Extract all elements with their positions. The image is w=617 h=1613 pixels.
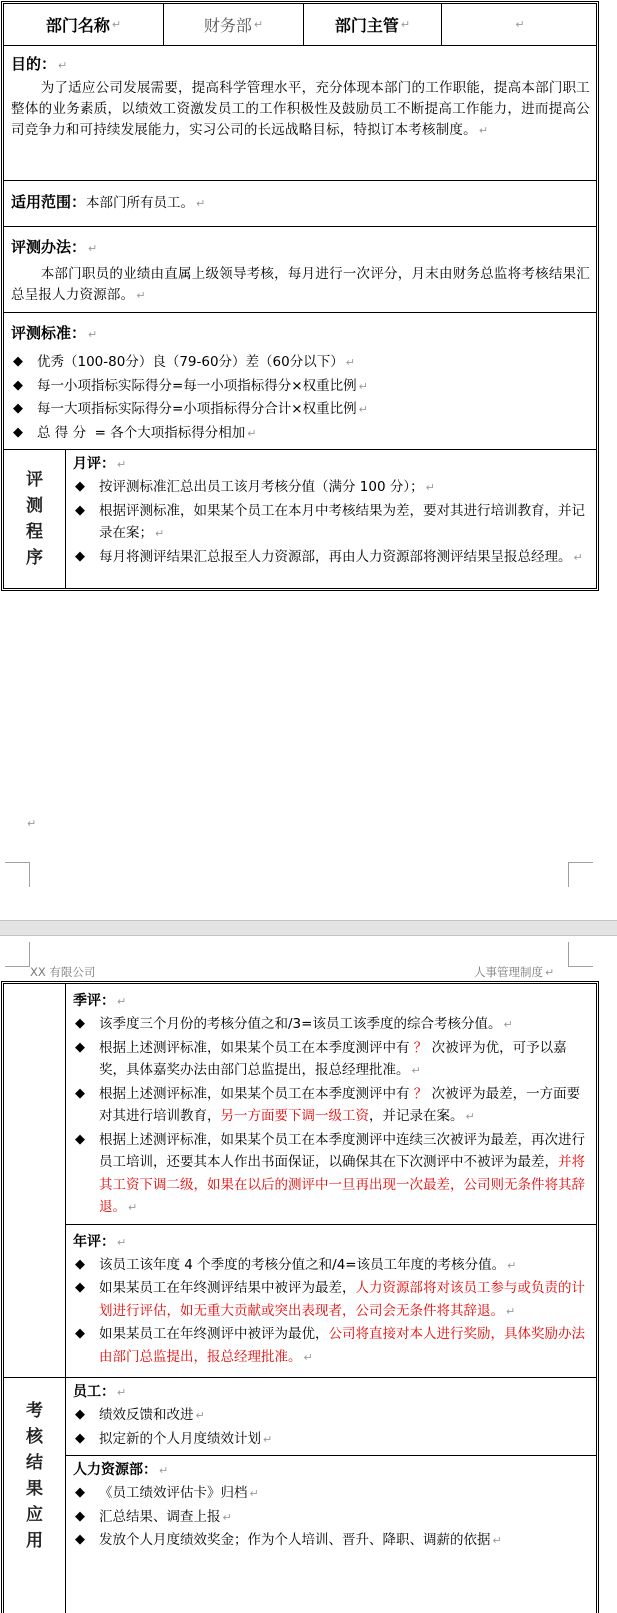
list-item: ◆ 汇总结果、调查上报 ↵	[73, 1506, 590, 1530]
paragraph-mark-icon: ↵	[478, 124, 489, 137]
list-item: ◆ 如果某员工在年终测评中被评为最优，公司将直接对本人进行奖励，具体奖励办法由部门总监提出，报总经理批准。 ↵	[73, 1323, 590, 1369]
diamond-bullet-icon: ◆	[75, 1280, 85, 1295]
diamond-bullet-icon: ◆	[75, 1485, 85, 1500]
list-item: ◆ 发放个人月度绩效奖金；作为个人培训、晋升、降职、调薪的依据 ↵	[73, 1529, 590, 1553]
employee-application-list	[73, 1404, 590, 1451]
list-item: ◆ 根据评测标准，如果某个员工在本月中考核结果为差，要对其进行培训教育，并记录在案； ↵	[73, 500, 590, 546]
list-item: ◆ 按评测标准汇总出员工该月考核分值（满分 100 分）； ↵	[73, 476, 590, 500]
standard-section[interactable]	[4, 312, 596, 449]
page-corner-mark-icon	[568, 862, 593, 887]
method-text: 本部门职员的业绩由直属上级领导考核，每月进行一次评分，月末由财务总监将考核结果汇总呈报人力资源部。 ↵	[11, 266, 590, 303]
diamond-bullet-icon: ◆	[75, 1326, 85, 1341]
purpose-section[interactable]	[4, 45, 596, 180]
diamond-bullet-icon: ◆	[13, 401, 23, 416]
quarterly-review-section[interactable]	[66, 984, 596, 1224]
diamond-bullet-icon: ◆	[75, 1016, 85, 1031]
purpose-text: 为了适应公司发展需要，提高科学管理水平，充分体现本部门的工作职能，提高本部门职工整体的业务素质，以绩效工资激发员工的工作积极性及鼓励员工不断提高工作能力，进而提高公司竞争力和可持续发展能力，实习公司的长远战略目标，特拟订本考核制度。 ↵	[11, 80, 590, 138]
page-corner-mark-icon	[5, 862, 30, 887]
list-item: ◆ 根据上述测评标准，如果某个员工在本季度测评中连续三次被评为最差，再次进行员工培训，还要其本人作出书面保证，以确保其在下次测评中不被评为最差，并将其工资下调二级，如果在以后的测评中一旦再出现一次最差，公司则无条件将其辞退。 ↵	[73, 1129, 590, 1220]
dept-name-value: 财务部	[203, 16, 252, 35]
page-corner-mark-icon	[568, 942, 593, 967]
annual-review-list	[73, 1254, 590, 1374]
diamond-bullet-icon: ◆	[75, 1256, 85, 1272]
list-item: ◆ 拟定新的个人月度绩效计划 ↵	[73, 1428, 590, 1452]
standard-list	[11, 351, 590, 445]
paragraph-mark-icon: ↵	[400, 18, 411, 31]
list-item: ◆ 根据上述测评标准，如果某个员工在本季度测评中有 ？ 次被评为最差，一方面要对其进行培训教育，另一方面要下调一级工资，并记录在案。 ↵	[73, 1083, 590, 1129]
list-item: ◆ 绩效反馈和改进 ↵	[73, 1404, 590, 1428]
unknown-count-marker: ？	[413, 1039, 428, 1056]
monthly-review-title: 月评： ↵	[73, 456, 127, 472]
list-item: ◆ 总 得 分 = 各个大项指标得分相加 ↵	[11, 422, 590, 446]
hr-application-list	[73, 1482, 590, 1553]
paragraph-mark-icon: ↵	[136, 289, 146, 302]
procedure-side-continuation	[4, 984, 66, 1377]
paragraph-mark-icon: ↵	[58, 59, 68, 72]
diamond-bullet-icon: ◆	[75, 502, 85, 518]
employee-application-section[interactable]	[66, 1378, 596, 1455]
unknown-count-marker: ？	[413, 1085, 428, 1102]
paragraph-mark-icon: ↵	[111, 18, 122, 31]
scope-title: 适用范围：本部门所有员工。 ↵	[11, 193, 206, 211]
procedure-side-label: 评 测 程 序	[4, 450, 66, 588]
paragraph-mark-icon: ↵	[253, 18, 264, 31]
method-title: 评测办法： ↵	[11, 238, 98, 256]
list-item: ◆ 该员工该年度 4 个季度的考核分值之和/4=该员工年度的考核分值。 ↵	[73, 1254, 590, 1278]
purpose-title: 目的： ↵	[11, 55, 68, 73]
scope-section[interactable]	[4, 180, 596, 226]
procedure-row-page2	[4, 984, 596, 1377]
dept-head-label: 部门主管	[334, 16, 399, 35]
list-item: ◆ 该季度三个月份的考核分值之和/3=该员工该季度的综合考核分值。 ↵	[73, 1013, 590, 1037]
annual-review-section[interactable]	[66, 1224, 596, 1378]
application-side-label: 考 核 结 果 应 用	[4, 1378, 66, 1613]
dept-head-value-cell[interactable]	[441, 4, 596, 45]
diamond-bullet-icon: ◆	[75, 1508, 85, 1524]
diamond-bullet-icon: ◆	[75, 1430, 85, 1446]
monthly-review-section[interactable]	[66, 450, 596, 573]
diamond-bullet-icon: ◆	[13, 377, 23, 393]
dept-name-label: 部门名称	[45, 16, 110, 35]
diamond-bullet-icon: ◆	[75, 1085, 85, 1101]
diamond-bullet-icon: ◆	[75, 1131, 85, 1147]
list-item: ◆ 根据上述测评标准，如果某个员工在本季度测评中有 ？ 次被评为优，可予以嘉奖，具体嘉奖办法由部门总监提出，报总经理批准。 ↵	[73, 1037, 590, 1083]
paragraph-mark-icon: ↵	[196, 197, 206, 210]
emphasis-text: 另一方面要下调一级工资	[220, 1108, 369, 1124]
list-item: ◆ 《员工绩效评估卡》归档 ↵	[73, 1482, 590, 1506]
emphasis-text: 人力资源部将对该员工参与或负责的计划进行评估，如无重大贡献或突出表现者，公司会无条件将其辞退。	[99, 1280, 585, 1319]
page-corner-mark-icon	[5, 942, 30, 967]
hr-application-title: 人力资源部： ↵	[73, 1462, 169, 1478]
paragraph-mark-icon: ↵	[88, 242, 98, 255]
list-item: ◆ 优秀（100-80分）良（79-60分）差（60分以下） ↵	[11, 351, 590, 375]
application-row	[4, 1377, 596, 1613]
procedure-row-page1	[4, 449, 596, 588]
list-item: ◆ 如果某员工在年终测评结果中被评为最差，人力资源部将对该员工参与或负责的计划进行评估，如无重大贡献或突出表现者，公司会无条件将其辞退。 ↵	[73, 1277, 590, 1323]
diamond-bullet-icon: ◆	[13, 424, 23, 440]
diamond-bullet-icon: ◆	[75, 479, 85, 494]
dept-head-label-cell[interactable]	[303, 4, 441, 45]
paragraph-mark-icon: ↵	[27, 817, 37, 830]
list-item: ◆ 每一小项指标实际得分=每一小项指标得分×权重比例 ↵	[11, 375, 590, 399]
page-header-title: 人事管理制度 ↵	[474, 965, 555, 979]
emphasis-text: 公司将直接对本人进行奖励，具体奖励办法由部门总监提出，报总经理批准。	[99, 1326, 585, 1365]
list-item: ◆ 每一大项指标实际得分=小项指标得分合计×权重比例 ↵	[11, 398, 590, 422]
page-break-gap	[0, 920, 617, 936]
method-section[interactable]	[4, 226, 596, 312]
annual-review-title: 年评： ↵	[73, 1233, 127, 1250]
department-header-row	[4, 4, 596, 45]
paragraph-mark-icon: ↵	[515, 18, 525, 31]
diamond-bullet-icon: ◆	[75, 1532, 85, 1547]
scope-text: 本部门所有员工。	[86, 195, 195, 211]
diamond-bullet-icon: ◆	[75, 1039, 85, 1055]
monthly-review-list	[73, 476, 590, 569]
emphasis-text: 并将其工资下调二级，如果在以后的测评中一旦再出现一次最差，公司则无条件将其辞退。	[99, 1154, 585, 1215]
page-header-company: XX 有限公司	[30, 965, 96, 979]
diamond-bullet-icon: ◆	[13, 354, 23, 369]
quarterly-review-title: 季评： ↵	[73, 993, 127, 1009]
dept-name-value-cell[interactable]	[163, 4, 303, 45]
diamond-bullet-icon: ◆	[75, 548, 85, 564]
standard-title: 评测标准： ↵	[11, 324, 98, 342]
assessment-table-page2	[1, 981, 599, 1613]
paragraph-mark-icon: ↵	[88, 328, 98, 341]
assessment-table-page1	[1, 1, 599, 591]
list-item: ◆ 每月将测评结果汇总报至人力资源部，再由人力资源部将测评结果呈报总经理。 ↵	[73, 546, 590, 570]
hr-application-section[interactable]	[66, 1455, 596, 1557]
employee-application-title: 员工： ↵	[73, 1384, 127, 1400]
quarterly-review-list	[73, 1013, 590, 1220]
dept-name-label-cell[interactable]	[4, 4, 163, 45]
diamond-bullet-icon: ◆	[75, 1407, 85, 1422]
